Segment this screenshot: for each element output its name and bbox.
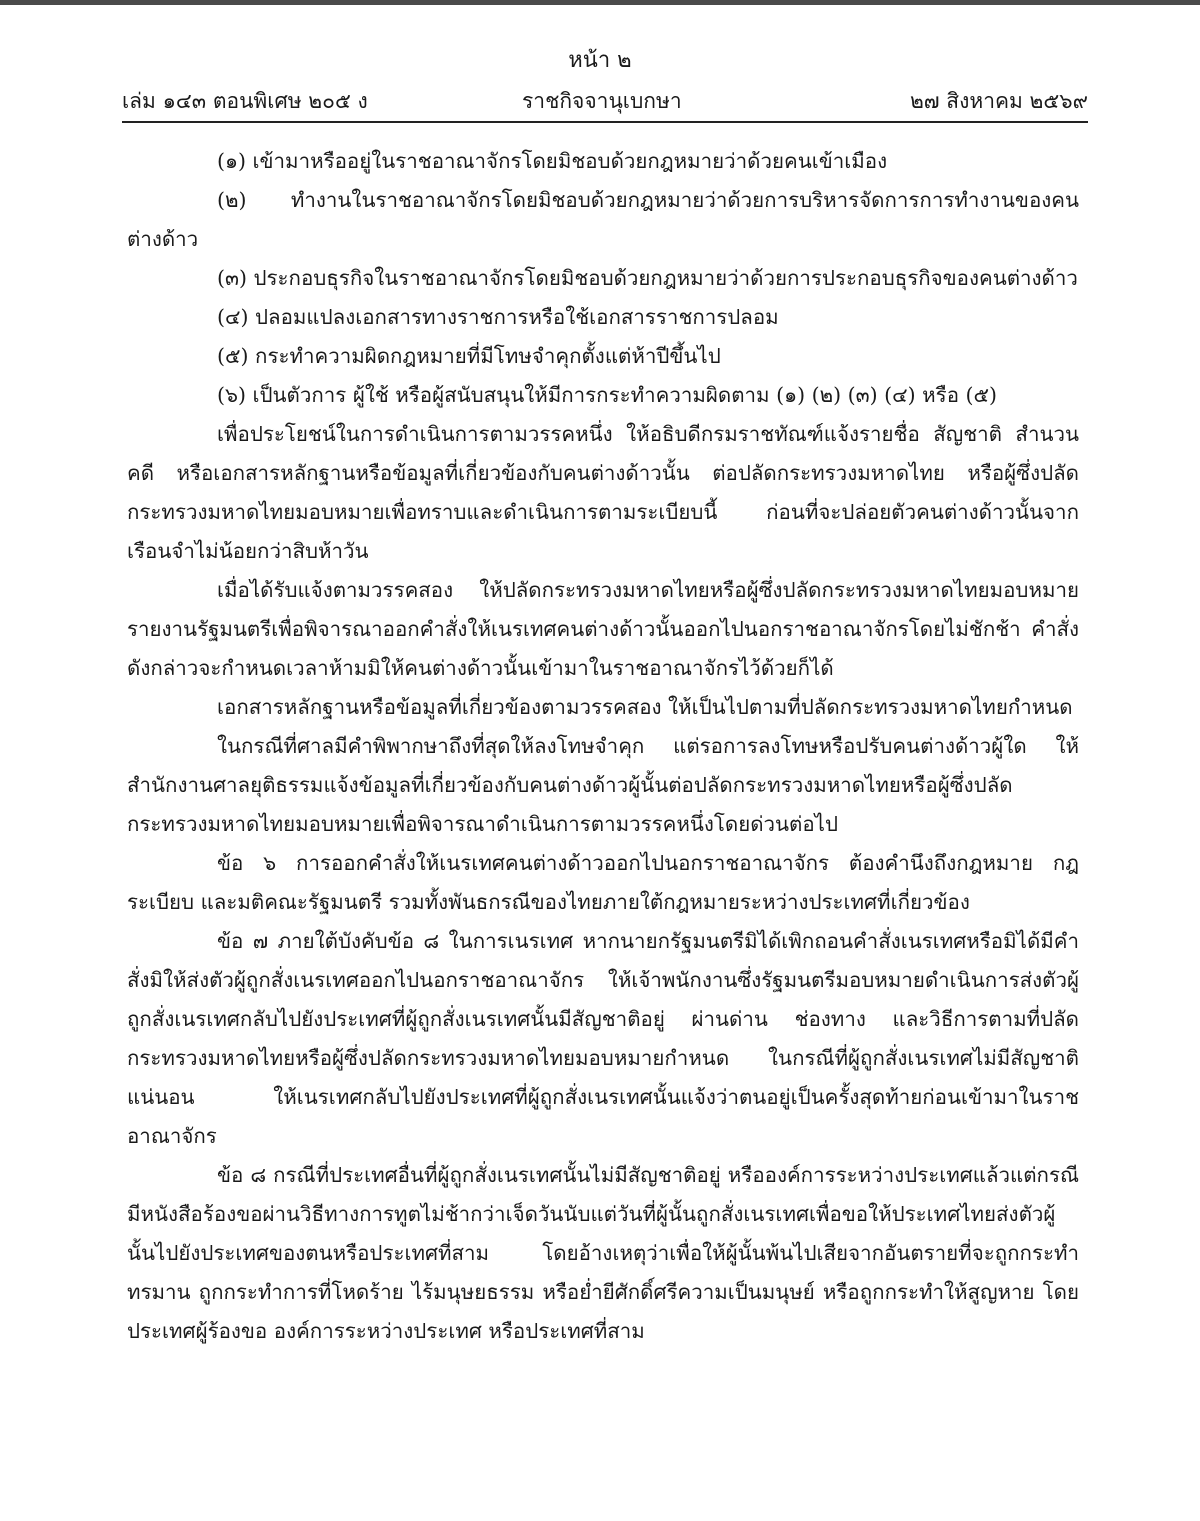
header-gazette-name: ราชกิจจานุเบกษา [522,89,682,113]
header-date: ๒๗ สิงหาคม ๒๕๖๙ [909,89,1088,113]
running-header [122,86,1088,120]
article-8: ข้อ ๘ กรณีที่ประเทศอื่นที่ผู้ถูกสั่งเนรเทศนั้นไม่มีสัญชาติอยู่ หรือองค์การระหว่างประเทศแล้วแต่กรณี มีหนังสือร้องขอผ่านวิธีทางการทูตไม่ช้ากว่าเจ็ดวันนับแต่วันที่ผู้นั้นถูกสั่งเนรเทศเพื่อขอให้ประเทศไทยส่งตัวผู้นั้นไปยังประเทศของตนหรือประเทศที่สาม โดยอ้างเหตุว่าเพื่อให้ผู้นั้นพ้นไปเสียจากอันตรายที่จะถูกกระทำทรมาน ถูกกระทำการที่โหดร้าย ไร้มนุษยธรรม หรือย่ำยีศักดิ์ศรีความเป็นมนุษย์ หรือถูกกระทำให้สูญหาย โดยประเทศผู้ร้องขอ องค์การระหว่างประเทศ หรือประเทศที่สาม [127,1163,1079,1343]
paragraph: เอกสารหลักฐานหรือข้อมูลที่เกี่ยวข้องตามวรรคสอง ให้เป็นไปตามที่ปลัดกระทรวงมหาดไทยกำหนด [217,695,1073,719]
page-number: หน้า ๒ [568,48,632,73]
paragraph: ในกรณีที่ศาลมีคำพิพากษาถึงที่สุดให้ลงโทษจำคุก แต่รอการลงโทษหรือปรับคนต่างด้าวผู้ใด ให้สำนักงานศาลยุติธรรมแจ้งข้อมูลที่เกี่ยวข้องกับคนต่างด้าวผู้นั้นต่อปลัดกระทรวงมหาดไทยหรือผู้ซึ่งปลัดกระทรวงมหาดไทยมอบหมายเพื่อพิจารณาดำเนินการตามวรรคหนึ่งโดยด่วนต่อไป [127,734,1079,836]
header-volume-issue: เล่ม ๑๔๓ ตอนพิเศษ ๒๐๕ ง [122,89,368,113]
clause-item-5: (๕) กระทำความผิดกฎหมายที่มีโทษจำคุกตั้งแต่ห้าปีขึ้นไป [217,344,721,368]
article-7: ข้อ ๗ ภายใต้บังคับข้อ ๘ ในการเนรเทศ หากนายกรัฐมนตรีมิได้เพิกถอนคำสั่งเนรเทศหรือมิได้มีคำสั่งมิให้ส่งตัวผู้ถูกสั่งเนรเทศออกไปนอกราชอาณาจักร ให้เจ้าพนักงานซึ่งรัฐมนตรีมอบหมายดำเนินการส่งตัวผู้ถูกสั่งเนรเทศกลับไปยังประเทศที่ผู้ถูกสั่งเนรเทศนั้นมีสัญชาติอยู่ ผ่านด่าน ช่องทาง และวิธีการตามที่ปลัดกระทรวงมหาดไทยหรือผู้ซึ่งปลัดกระทรวงมหาดไทยมอบหมายกำหนด ในกรณีที่ผู้ถูกสั่งเนรเทศไม่มีสัญชาติแน่นอน ให้เนรเทศกลับไปยังประเทศที่ผู้ถูกสั่งเนรเทศนั้นแจ้งว่าตนอยู่เป็นครั้งสุดท้ายก่อนเข้ามาในราชอาณาจักร [127,929,1079,1148]
clause-item-4: (๔) ปลอมแปลงเอกสารทางราชการหรือใช้เอกสารราชการปลอม [217,305,779,329]
paragraph: เพื่อประโยชน์ในการดำเนินการตามวรรคหนึ่ง ให้อธิบดีกรมราชทัณฑ์แจ้งรายชื่อ สัญชาติ สำนวนคดี หรือเอกสารหลักฐานหรือข้อมูลที่เกี่ยวข้องกับคนต่างด้าวนั้น ต่อปลัดกระทรวงมหาดไทย หรือผู้ซึ่งปลัดกระทรวงมหาดไทยมอบหมายเพื่อทราบและดำเนินการตามระเบียบนี้ ก่อนที่จะปล่อยตัวคนต่างด้าวนั้นจากเรือนจำไม่น้อยกว่าสิบห้าวัน [127,422,1079,563]
paragraph: เมื่อได้รับแจ้งตามวรรคสอง ให้ปลัดกระทรวงมหาดไทยหรือผู้ซึ่งปลัดกระทรวงมหาดไทยมอบหมายรายงานรัฐมนตรีเพื่อพิจารณาออกคำสั่งให้เนรเทศคนต่างด้าวนั้นออกไปนอกราชอาณาจักรโดยไม่ชักช้า คำสั่งดังกล่าวจะกำหนดเวลาห้ามมิให้คนต่างด้าวนั้นเข้ามาในราชอาณาจักรไว้ด้วยก็ได้ [127,578,1079,680]
clause-item-1: (๑) เข้ามาหรืออยู่ในราชอาณาจักรโดยมิชอบด้วยกฎหมายว่าด้วยคนเข้าเมือง [217,149,888,173]
clause-item-2: (๒) ทำงานในราชอาณาจักรโดยมิชอบด้วยกฎหมายว่าด้วยการบริหารจัดการการทำงานของคนต่างด้าว [127,188,1079,251]
header-divider [122,121,1088,123]
document-body [127,142,1079,1351]
article-6: ข้อ ๖ การออกคำสั่งให้เนรเทศคนต่างด้าวออกไปนอกราชอาณาจักร ต้องคำนึงถึงกฎหมาย กฎระเบียบ และมติคณะรัฐมนตรี รวมทั้งพันธกรณีของไทยภายใต้กฎหมายระหว่างประเทศที่เกี่ยวข้อง [127,851,1079,914]
clause-item-3: (๓) ประกอบธุรกิจในราชอาณาจักรโดยมิชอบด้วยกฎหมายว่าด้วยการประกอบธุรกิจของคนต่างด้าว [217,266,1078,290]
clause-item-6: (๖) เป็นตัวการ ผู้ใช้ หรือผู้สนับสนุนให้มีการกระทำความผิดตาม (๑) (๒) (๓) (๔) หรือ (๕) [217,383,998,407]
